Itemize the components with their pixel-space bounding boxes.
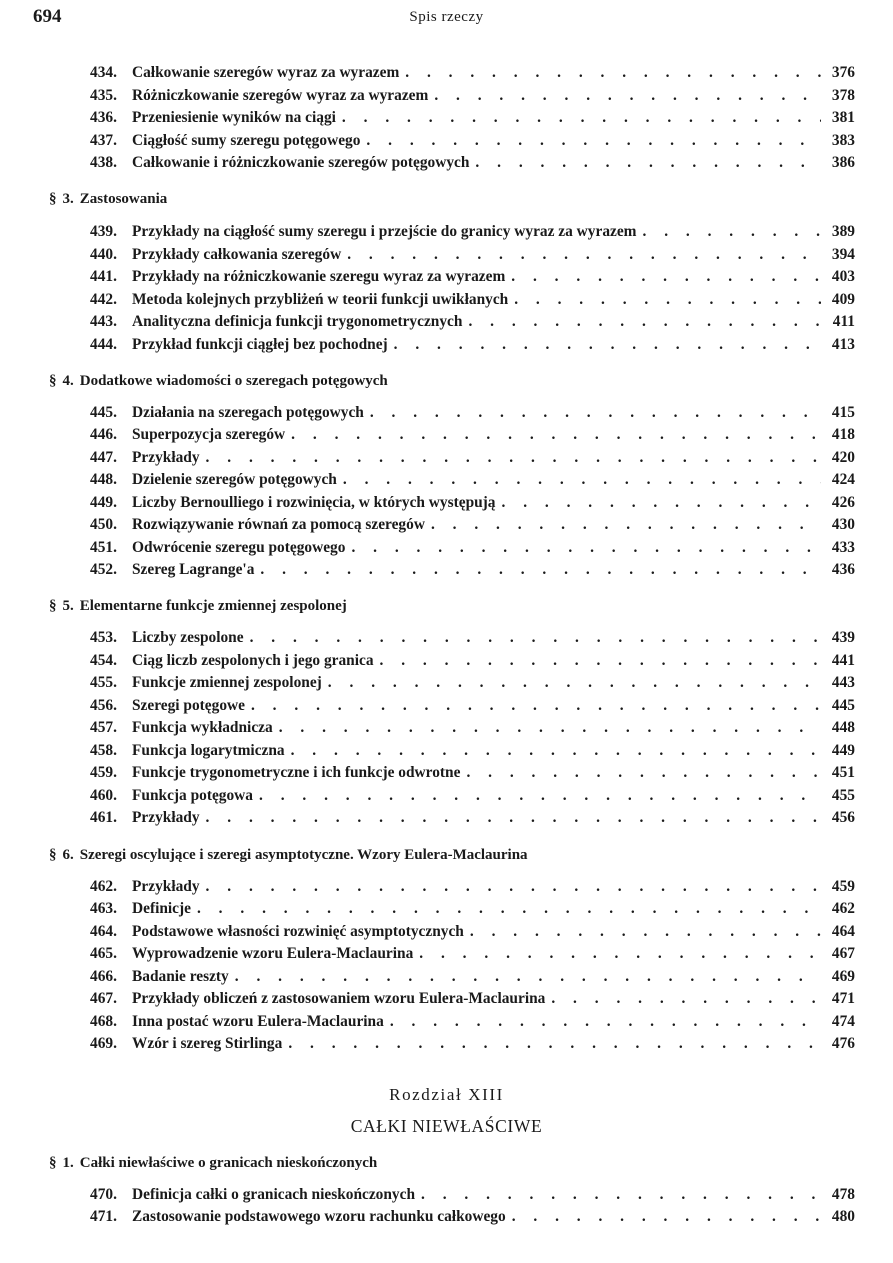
dot-leader [466, 762, 821, 784]
toc-entry [90, 244, 855, 266]
entry-page-number: 413 [831, 336, 855, 353]
dot-leader [206, 876, 821, 898]
entry-title: Funkcje trygonometryczne i ich funkcje odwrotne [132, 764, 461, 781]
toc-entry [90, 762, 855, 784]
entry-number: 442. [90, 291, 117, 308]
entry-title: Szeregi potęgowe [132, 697, 245, 714]
entry-number: 471. [90, 1208, 117, 1225]
dot-leader [206, 447, 821, 469]
entry-title: Ciągłość sumy szeregu potęgowego [132, 132, 361, 149]
toc-entry [90, 966, 855, 988]
chapter-label: Rozdział XIII [389, 1085, 504, 1104]
section-title: Elementarne funkcje zmiennej zespolonej [79, 598, 347, 614]
entry-page-number: 464 [831, 923, 855, 940]
section-title: Dodatkowe wiadomości o szeregach potęgowych [79, 373, 388, 389]
dot-leader [502, 492, 821, 514]
entry-page-number: 456 [831, 809, 855, 826]
section-heading [49, 370, 849, 392]
dot-leader [405, 62, 821, 84]
entry-title: Funkcje zmiennej zespolonej [132, 674, 322, 691]
entry-title: Badanie reszty [132, 968, 229, 985]
entry-page-number: 462 [831, 900, 855, 917]
page-number: 694 [33, 6, 62, 27]
entry-page-number: 471 [831, 990, 855, 1007]
toc-entry [90, 898, 855, 920]
entry-title: Superpozycja szeregów [132, 426, 286, 443]
toc-entry [90, 334, 855, 356]
toc-entry [90, 62, 855, 84]
section-heading [49, 188, 849, 210]
toc-entry [90, 785, 855, 807]
entry-title: Analityczna definicja funkcji trygonometrycznych [132, 313, 463, 330]
dot-leader [468, 311, 821, 333]
entry-title: Funkcja logarytmiczna [132, 742, 285, 759]
entry-page-number: 418 [831, 426, 855, 443]
entry-title: Podstawowe własności rozwinięć asymptotycznych [132, 923, 464, 940]
entry-page-number: 389 [831, 223, 855, 240]
entry-number: 445. [90, 404, 117, 421]
running-title: Spis rzeczy [409, 9, 484, 25]
entry-title: Wzór i szereg Stirlinga [132, 1035, 283, 1052]
toc-entry [90, 289, 855, 311]
entry-number: 435. [90, 87, 117, 104]
entry-page-number: 433 [831, 539, 855, 556]
entry-page-number: 383 [831, 132, 855, 149]
toc-entry [90, 740, 855, 762]
section-symbol: § [49, 191, 57, 207]
dot-leader [250, 627, 821, 649]
toc-entry [90, 717, 855, 739]
entry-page-number: 439 [831, 629, 855, 646]
toc-entry [90, 537, 855, 559]
chapter-title: CAŁKI NIEWŁAŚCIWE [350, 1116, 543, 1136]
toc-entry [90, 1033, 855, 1055]
dot-leader [434, 85, 821, 107]
section-title: Zastosowania [79, 191, 168, 207]
entry-page-number: 445 [831, 697, 855, 714]
toc-entry [90, 1184, 855, 1206]
entry-number: 457. [90, 719, 117, 736]
dot-leader [235, 966, 821, 988]
dot-leader [380, 650, 821, 672]
entry-number: 451. [90, 539, 117, 556]
toc-entry [90, 559, 855, 581]
section-number: 4. [62, 373, 74, 389]
entry-number: 449. [90, 494, 117, 511]
section-symbol: § [49, 598, 57, 614]
dot-leader [551, 988, 821, 1010]
entry-page-number: 474 [831, 1013, 855, 1030]
section-number: 6. [62, 847, 74, 863]
section-heading [49, 595, 849, 617]
entry-page-number: 451 [831, 764, 855, 781]
dot-leader [342, 107, 821, 129]
entry-title: Liczby zespolone [132, 629, 244, 646]
entry-page-number: 430 [831, 516, 855, 533]
entry-number: 466. [90, 968, 117, 985]
dot-leader [291, 740, 821, 762]
section-number: 1. [62, 1155, 74, 1171]
toc-entry [90, 650, 855, 672]
entry-number: 448. [90, 471, 117, 488]
entry-page-number: 441 [831, 652, 855, 669]
entry-number: 446. [90, 426, 117, 443]
section-symbol: § [49, 373, 57, 389]
entry-number: 450. [90, 516, 117, 533]
toc-entry [90, 943, 855, 965]
dot-leader [431, 514, 821, 536]
section-symbol: § [49, 847, 57, 863]
entry-title: Rozwiązywanie równań za pomocą szeregów [132, 516, 425, 533]
entry-page-number: 476 [831, 1035, 855, 1052]
entry-title: Funkcja wykładnicza [132, 719, 273, 736]
entry-title: Funkcja potęgowa [132, 787, 253, 804]
section-number: 3. [62, 191, 74, 207]
entry-title: Całkowanie i różniczkowanie szeregów potęgowych [132, 154, 470, 171]
dot-leader [343, 469, 821, 491]
entry-page-number: 480 [831, 1208, 855, 1225]
toc-entry [90, 152, 855, 174]
toc-entry [90, 107, 855, 129]
entry-title: Definicja całki o granicach nieskończonych [132, 1186, 416, 1203]
dot-leader [370, 402, 821, 424]
dot-leader [347, 244, 821, 266]
entry-number: 453. [90, 629, 117, 646]
entry-number: 439. [90, 223, 117, 240]
entry-title: Dzielenie szeregów potęgowych [132, 471, 337, 488]
dot-leader [197, 898, 821, 920]
entry-number: 461. [90, 809, 117, 826]
entry-title: Metoda kolejnych przybliżeń w teorii funkcji uwikłanych [132, 291, 509, 308]
dot-leader [260, 559, 821, 581]
entry-page-number: 469 [831, 968, 855, 985]
entry-title: Przykłady na ciągłość sumy szeregu i przejście do granicy wyraz za wyrazem [132, 223, 637, 240]
entry-page-number: 394 [831, 246, 855, 263]
entry-title: Przeniesienie wyników na ciągi [132, 109, 336, 126]
entry-title: Wyprowadzenie wzoru Eulera-Maclaurina [132, 945, 414, 962]
toc-entry [90, 514, 855, 536]
dot-leader [259, 785, 821, 807]
entry-number: 441. [90, 268, 117, 285]
entry-number: 458. [90, 742, 117, 759]
toc-entry [90, 130, 855, 152]
entry-number: 454. [90, 652, 117, 669]
entry-title: Definicje [132, 900, 191, 917]
dot-leader [288, 1033, 821, 1055]
section-title: Całki niewłaściwe o granicach nieskończonych [79, 1155, 378, 1171]
entry-page-number: 426 [831, 494, 855, 511]
toc-entry [90, 469, 855, 491]
entry-number: 456. [90, 697, 117, 714]
toc-entry [90, 447, 855, 469]
dot-leader [475, 152, 821, 174]
toc-entry [90, 311, 855, 333]
entry-page-number: 448 [831, 719, 855, 736]
dot-leader [206, 807, 821, 829]
dot-leader [251, 695, 821, 717]
entry-number: 462. [90, 878, 117, 895]
entry-page-number: 415 [831, 404, 855, 421]
entry-number: 464. [90, 923, 117, 940]
dot-leader [390, 1011, 821, 1033]
toc-entry [90, 627, 855, 649]
dot-leader [470, 921, 821, 943]
toc-entry [90, 1011, 855, 1033]
entry-number: 460. [90, 787, 117, 804]
entry-page-number: 403 [831, 268, 855, 285]
entry-number: 437. [90, 132, 117, 149]
dot-leader [394, 334, 821, 356]
entry-number: 465. [90, 945, 117, 962]
dot-leader [366, 130, 821, 152]
entry-title: Ciąg liczb zespolonych i jego granica [132, 652, 374, 669]
entry-number: 468. [90, 1013, 117, 1030]
section-heading [49, 844, 849, 866]
entry-number: 470. [90, 1186, 117, 1203]
section-heading [49, 1152, 849, 1174]
entry-title: Przykłady [132, 878, 200, 895]
dot-leader [279, 717, 821, 739]
section-number: 5. [62, 598, 74, 614]
entry-title: Przykład funkcji ciągłej bez pochodnej [132, 336, 388, 353]
toc-entry [90, 672, 855, 694]
entry-number: 452. [90, 561, 117, 578]
toc-entry [90, 695, 855, 717]
entry-number: 440. [90, 246, 117, 263]
section-title: Szeregi oscylujące i szeregi asymptotyczne. Wzory Eulera-Maclaurina [79, 847, 528, 863]
entry-page-number: 411 [832, 313, 855, 330]
toc-entry [90, 492, 855, 514]
entry-page-number: 386 [831, 154, 855, 171]
toc-entry [90, 266, 855, 288]
entry-page-number: 449 [831, 742, 855, 759]
toc-entry [90, 221, 855, 243]
entry-number: 447. [90, 449, 117, 466]
entry-page-number: 478 [831, 1186, 855, 1203]
entry-number: 455. [90, 674, 117, 691]
dot-leader [421, 1184, 821, 1206]
entry-number: 463. [90, 900, 117, 917]
toc-entry [90, 402, 855, 424]
dot-leader [511, 266, 821, 288]
entry-title: Szereg Lagrange'a [132, 561, 255, 578]
entry-page-number: 409 [831, 291, 855, 308]
toc-entry [90, 424, 855, 446]
entry-page-number: 378 [831, 87, 855, 104]
entry-title: Różniczkowanie szeregów wyraz za wyrazem [132, 87, 429, 104]
toc-entry [90, 876, 855, 898]
entry-number: 444. [90, 336, 117, 353]
entry-number: 469. [90, 1035, 117, 1052]
entry-title: Całkowanie szeregów wyraz za wyrazem [132, 64, 400, 81]
toc-entry [90, 807, 855, 829]
entry-page-number: 459 [831, 878, 855, 895]
entry-page-number: 436 [831, 561, 855, 578]
entry-number: 443. [90, 313, 117, 330]
dot-leader [328, 672, 821, 694]
entry-title: Przykłady [132, 449, 200, 466]
entry-page-number: 420 [831, 449, 855, 466]
entry-page-number: 443 [831, 674, 855, 691]
entry-number: 438. [90, 154, 117, 171]
entry-title: Inna postać wzoru Eulera-Maclaurina [132, 1013, 384, 1030]
entry-number: 459. [90, 764, 117, 781]
toc-entry [90, 988, 855, 1010]
entry-number: 436. [90, 109, 117, 126]
entry-page-number: 424 [831, 471, 855, 488]
dot-leader [643, 221, 821, 243]
entry-title: Przykłady całkowania szeregów [132, 246, 342, 263]
entry-title: Przykłady [132, 809, 200, 826]
dot-leader [351, 537, 821, 559]
dot-leader [419, 943, 821, 965]
entry-page-number: 376 [831, 64, 855, 81]
entry-page-number: 455 [831, 787, 855, 804]
entry-title: Działania na szeregach potęgowych [132, 404, 364, 421]
entry-number: 467. [90, 990, 117, 1007]
dot-leader [512, 1206, 821, 1228]
entry-page-number: 381 [831, 109, 855, 126]
entry-title: Odwrócenie szeregu potęgowego [132, 539, 346, 556]
entry-title: Liczby Bernoulliego i rozwinięcia, w których występują [132, 494, 496, 511]
entry-title: Zastosowanie podstawowego wzoru rachunku całkowego [132, 1208, 506, 1225]
toc-entry [90, 921, 855, 943]
entry-title: Przykłady na różniczkowanie szeregu wyraz za wyrazem [132, 268, 506, 285]
section-symbol: § [49, 1155, 57, 1171]
toc-entry [90, 85, 855, 107]
entry-page-number: 467 [831, 945, 855, 962]
entry-title: Przykłady obliczeń z zastosowaniem wzoru Eulera-Maclaurina [132, 990, 546, 1007]
toc-entry [90, 1206, 855, 1228]
dot-leader [514, 289, 821, 311]
dot-leader [291, 424, 821, 446]
entry-number: 434. [90, 64, 117, 81]
